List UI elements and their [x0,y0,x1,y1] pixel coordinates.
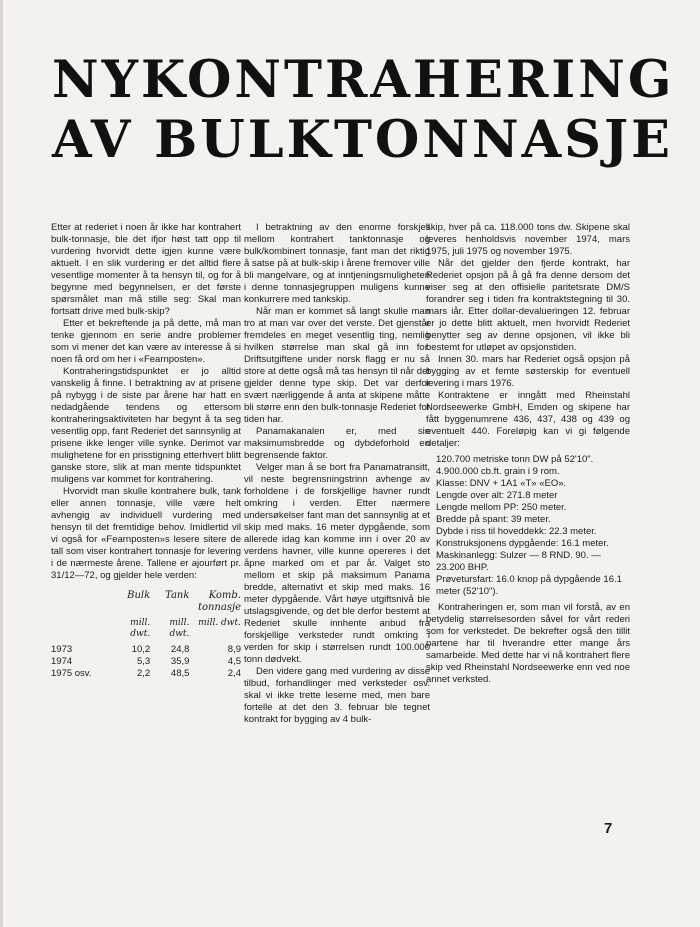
table-unit: mill. dwt. [130,618,151,639]
paragraph: Når man er kommet så langt skulle man tro at man var over det verste. Det gjenstår fremdeles en meget vesentlig ting, nemlig hvilken størrelse man skal gå inn for. Driftsutgiftene under norsk flagg er nu så store at dette også må tas hensyn til når det gjelder denne type skip. Det var derfor svært nærliggende å anta at skipene måtte bli større enn den bulk-tonnasje Rederiet for tiden har. [244,306,430,425]
table-cell: 2,2 [136,668,151,679]
paragraph: Innen 30. mars har Rederiet også opsjon på bygging av et femte søsterskip for eventuell levering i mars 1976. [426,354,630,389]
spec-item: Lengde over alt: 271.8 meter [436,490,558,501]
spec-item: Klasse: DNV + 1A1 «T» «EO». [436,478,567,489]
spec-item: Bredde på spant: 39 meter. [436,514,551,525]
table-cell-year: 1974 [51,656,73,667]
paragraph: Kontraheringstidspunktet er jo alltid vanskelig å finne. I betraktning av at prisene på nybygg i de siste par årene har hatt en nedadgående tendens og ettersom kontraheringsaktiviteten har begynt å ta seg vesentlig opp, fant Rederiet det sannsynlig at prisene ikke lenger ville synke. Derimot var mulighetene for en prisstigning etterhvert blitt ganske store, slik at man mente tidspunktet muligens var kommet for kontrahering. [51,366,241,485]
table-cell: 4,5 [227,656,241,667]
spec-item: 120.700 metriske tonn DW på 52'10". [436,454,594,465]
spec-item: Lengde mellom PP: 250 meter. [436,502,567,513]
paragraph: skip, hver på ca. 118.000 tons dw. Skipene skal leveres henholdsvis november 1974, mars 1975, juli 1975 og november 1975. [426,222,630,257]
table-header: Komb. tonnasje [197,590,241,613]
table-cell: 10,2 [131,644,151,655]
column-3 [426,222,630,686]
paragraph: Når det gjelder den fjerde kontrakt, har Rederiet opsjon på å gå fra denne dersom det viser seg at den offisielle paritetsrate DM/S forandrer seg i tiden fra kontraktstegning til 30. mars iår. Etter dollar-devalueringen 12. februar er jo dette blitt aktuelt, men hvorvidt Rederiet benytter seg av denne opsjonen, vil ikke bli bestemt for utløpet av opsjonstiden. [426,258,630,353]
ship-specifications [436,454,630,598]
table-row [51,640,241,656]
table-row [51,656,241,668]
spec-item: Maskinanlegg: Sulzer — 8 RND. 90. — 23.200 BHP. [436,550,601,573]
table-cell: 24,8 [170,644,190,655]
headline-line-2: AV BULKTONNASJE [52,110,673,170]
table-unit: mill. dwt. [169,618,190,639]
table-row [51,668,241,680]
paragraph: Etter at rederiet i noen år ikke har kontrahert bulk-tonnasje, ble det ifjor høst tatt opp til vurdering hvorvidt dette igjen kunne være aktuelt. I en slik vurdering er det alltid flere vesentlige momenter å ta hensyn til, og for å begynne med begynnelsen, er det første spørsmålet man må stille seg: Skal man fortsatt drive med bulk-skip? [51,222,241,317]
paragraph: Kontraheringen er, som man vil forstå, av en betydelig størrelsesorden såvel for vårt rederi som for verkstedet. De bekrefter også den tillit partene har til hverandre etter mange års samarbeide. Med dette har vi nå kontrahert flere skip ved Rheinstahl Nordseewerke enn ved noe annet verksted. [426,602,630,685]
table-unit: mill. dwt. [198,618,241,628]
table-cell-year: 1973 [51,644,73,655]
headline-line-1: NYKONTRAHERING [52,50,675,110]
page-number: 7 [604,820,613,837]
column-1 [51,222,241,680]
spec-item: 4.900.000 cb.ft. grain i 9 rom. [436,466,560,477]
spec-item: Konstruksjonens dypgående: 16.1 meter. [436,538,609,549]
paragraph: Den videre gang med vurdering av disse tilbud, forhandlinger med verksteder osv. skal vi ikke trette leserne med, men bare fortelle at det den 3. februar ble tegnet kontrakt for bygging av 4 bulk- [244,666,430,725]
table-cell: 8,9 [227,644,241,655]
paragraph: Hvorvidt man skulle kontrahere bulk, tank eller annen tonnasje, ville være helt avhengig av individuell vurdering med hensyn til det fremtidige behov. Imidlertid vil vi også for «Fearnposten»s lesere sitere de tall som viser kontrahert tonnasje for levering i de nærmeste årene. Tallene er ajourført pr. 31/12—72, og gjelder hele verden: [51,486,241,581]
column-2 [244,222,430,726]
table-header: Tank [165,590,190,601]
tonnage-table [51,590,241,680]
table-header: Bulk [127,590,151,601]
table-cell: 35,9 [170,656,190,667]
paragraph: Velger man å se bort fra Panamatransitt, vil neste begrensningstrinn avhenge av forholdene i de forskjellige havner rundt omkring i verden. Etter nærmere undersøkelser fant man det sannsynlig at et skip med maks. 16 meter dypgående, som allerede idag kan komme inn i over 20 av verdens havner, ville kunne opereres i det åpne marked om et par år. Valget sto mellom et skip på maksimum Panama bredde, alternativt et skip med maks. 16 meter dypgående. Vårt høye utgiftsnivå ble utslagsgivende, og det ble derfor bestemt at Rederiet skulle innhente anbud fra forskjellige verksteder rundt omkring i verden for skip i størrelsen rundt 100.000 tonn dødvekt. [244,462,430,665]
table-header-row [51,590,241,614]
table-cell-year: 1975 osv. [51,668,92,679]
article-headline [52,50,675,170]
page-edge [0,0,3,927]
paragraph: I betraktning av den enorme forskjell mellom kontrahert tanktonnasje og bulk/kombinert tonnasje, fant man det riktig å satse på at bulk-skip i årene fremover ville bli mangelvare, og at inntjeningsmuligheten i denne tonnasjegruppen muligens kunne konkurrere med tankskip. [244,222,430,305]
spec-item: Dybde i riss til hoveddekk: 22.3 meter. [436,526,597,537]
table-unit-row [51,614,241,640]
table-cell: 5,3 [136,656,151,667]
paragraph: Etter et bekreftende ja på dette, må man tenke gjennom en serie andre problemer som vi mener det kan være av interesse å si noen få ord om her i «Fearnposten». [51,318,241,365]
table-cell: 2,4 [227,668,241,679]
paragraph: Panamakanalen er, med sin maksimumsbredde og dybdeforhold en begrensende faktor. [244,426,430,461]
table-cell: 48,5 [170,668,190,679]
spec-item: Prøvetursfart: 16.0 knop på dypgående 16.1 meter (52'10"). [436,574,622,597]
paragraph: Kontraktene er inngått med Rheinstahl Nordseewerke GmbH, Emden og skipene har fått byggenumrene 436, 437, 438 og 439 og eventuelt 440. Foreløpig kan vi gi følgende detaljer: [426,390,630,449]
